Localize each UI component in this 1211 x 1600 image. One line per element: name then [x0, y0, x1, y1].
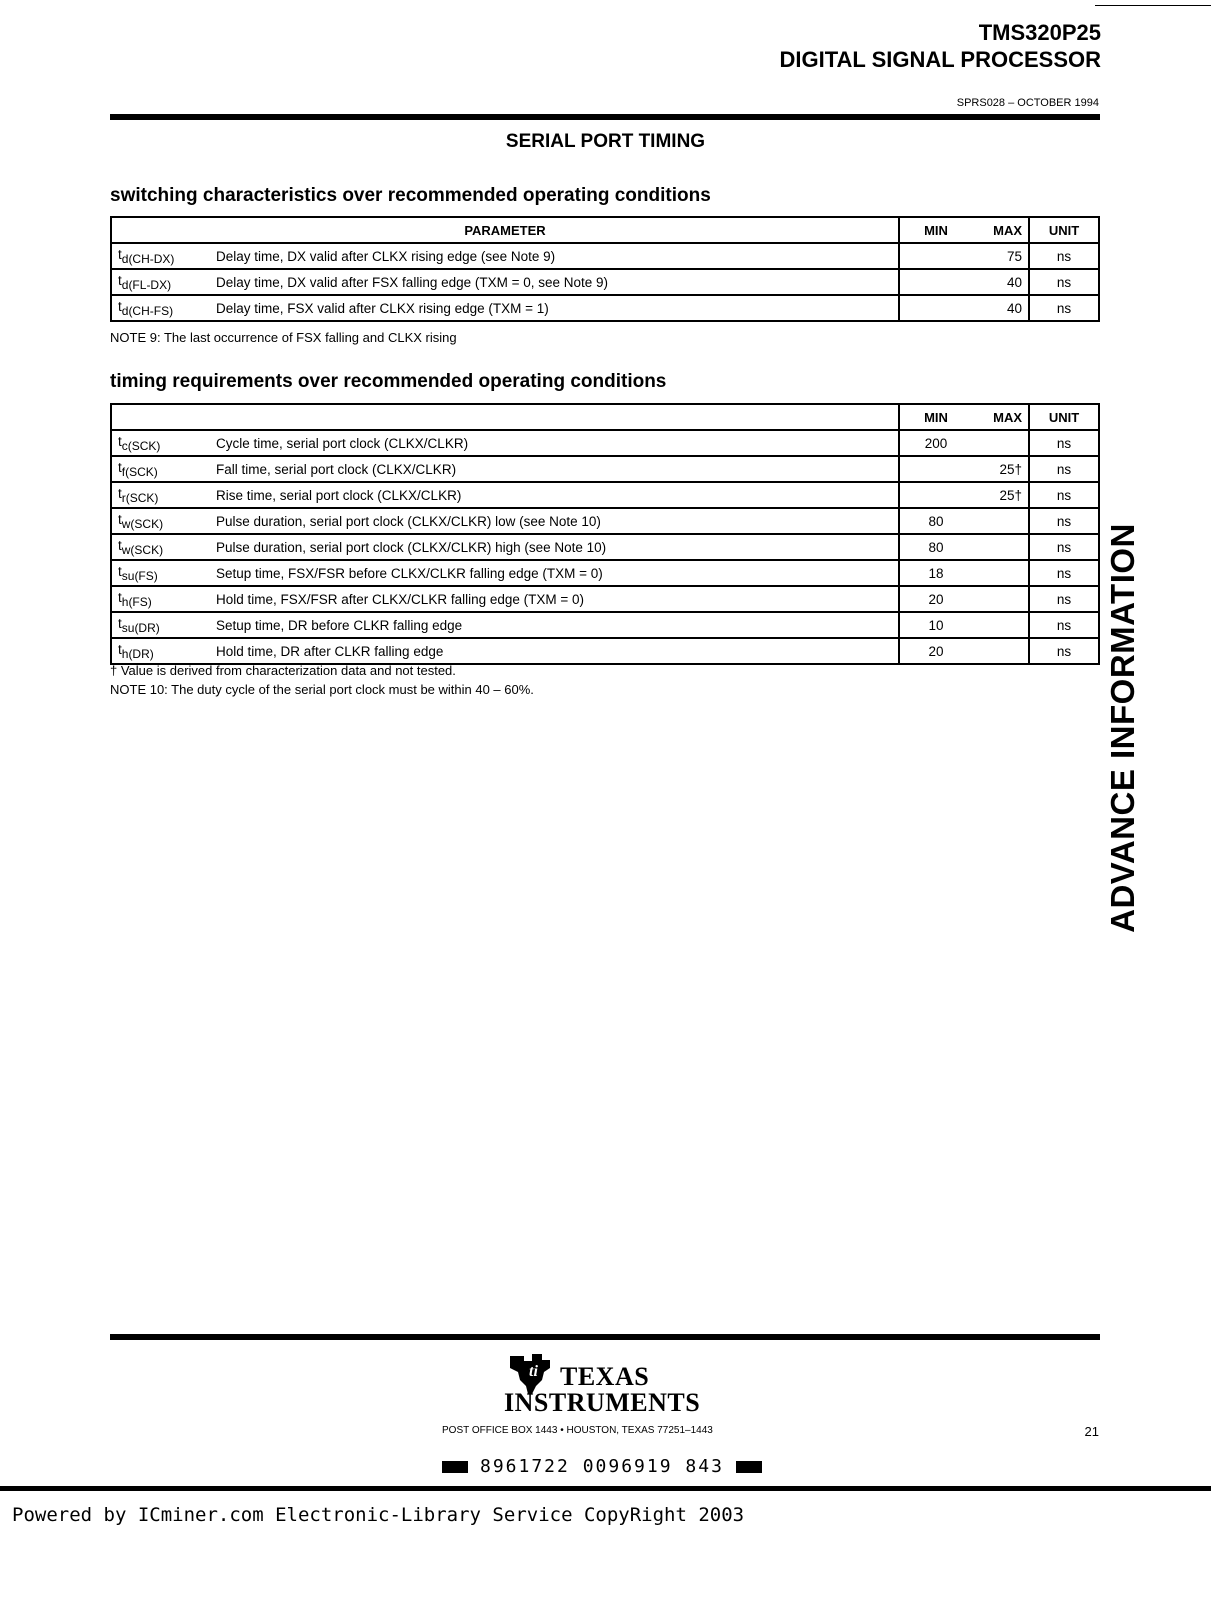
description-cell: Pulse duration, serial port clock (CLKX/CLKR) high (see Note 10) [210, 534, 899, 560]
max-cell: 75 [972, 243, 1029, 269]
max-cell [972, 560, 1029, 586]
footer-rule [110, 1334, 1100, 1340]
symbol-cell [111, 295, 210, 321]
symbol-subscript: r(SCK) [121, 490, 159, 505]
symbol-cell [111, 534, 210, 560]
symbol: t [118, 459, 122, 475]
page-number: 21 [1084, 1424, 1099, 1439]
min-cell [899, 482, 972, 508]
max-cell [972, 586, 1029, 612]
col-min: MIN [899, 217, 972, 243]
col-parameter: PARAMETER [111, 217, 899, 243]
col-min: MIN [899, 404, 972, 430]
barcode-block-left [442, 1461, 468, 1473]
symbol-subscript: d(CH-DX) [121, 251, 175, 266]
col-blank [111, 404, 899, 430]
symbol-cell [111, 456, 210, 482]
symbol-cell [111, 430, 210, 456]
min-cell: 80 [899, 534, 972, 560]
symbol-cell [111, 508, 210, 534]
table-row [111, 243, 1099, 269]
max-cell [972, 612, 1029, 638]
symbol: t [118, 246, 122, 262]
table-row [111, 612, 1099, 638]
symbol: t [118, 433, 122, 449]
note-9: NOTE 9: The last occurrence of FSX falling and CLKX rising [110, 330, 457, 345]
symbol-subscript: su(FS) [121, 568, 158, 583]
table-row [111, 295, 1099, 321]
symbol-subscript: h(DR) [121, 646, 154, 661]
max-cell [972, 430, 1029, 456]
symbol: t [118, 537, 122, 553]
barcode-text: 8961722 0096919 843 [480, 1456, 724, 1477]
description-cell: Fall time, serial port clock (CLKX/CLKR) [210, 456, 899, 482]
switching-heading: switching characteristics over recommended operating conditions [110, 185, 711, 206]
texas-instruments-logo [500, 1352, 730, 1424]
symbol: t [118, 589, 122, 605]
unit-cell: ns [1029, 482, 1099, 508]
col-unit: UNIT [1029, 217, 1099, 243]
product-title: DIGITAL SIGNAL PROCESSOR [779, 47, 1101, 72]
col-max: MAX [972, 217, 1029, 243]
symbol-subscript: d(FL-DX) [121, 277, 172, 292]
symbol-cell [111, 586, 210, 612]
min-cell: 200 [899, 430, 972, 456]
symbol: t [118, 485, 122, 501]
table-row [111, 482, 1099, 508]
logo-texas: TEXAS [560, 1362, 650, 1391]
min-cell: 80 [899, 508, 972, 534]
symbol-cell [111, 560, 210, 586]
footer-credit: Powered by ICminer.com Electronic-Library Service CopyRight 2003 [12, 1504, 745, 1526]
symbol-cell [111, 243, 210, 269]
description-cell: Setup time, DR before CLKR falling edge [210, 612, 899, 638]
symbol-subscript: w(SCK) [121, 516, 164, 531]
symbol-cell [111, 269, 210, 295]
unit-cell: ns [1029, 508, 1099, 534]
max-cell [972, 534, 1029, 560]
min-cell [899, 243, 972, 269]
description-cell: Delay time, FSX valid after CLKX rising edge (TXM = 1) [210, 295, 899, 321]
description-cell: Hold time, DR after CLKR falling edge [210, 638, 899, 664]
description-cell: Delay time, DX valid after CLKX rising edge (see Note 9) [210, 243, 899, 269]
symbol: t [118, 615, 122, 631]
min-cell [899, 269, 972, 295]
address: POST OFFICE BOX 1443 • HOUSTON, TEXAS 77251–1443 [442, 1425, 713, 1436]
max-cell: 40 [972, 269, 1029, 295]
section-title: SERIAL PORT TIMING [505, 131, 706, 152]
timing-heading: timing requirements over recommended operating conditions [110, 371, 667, 392]
symbol-subscript: c(SCK) [121, 438, 161, 453]
min-cell: 18 [899, 560, 972, 586]
barcode [430, 1456, 774, 1477]
max-cell [972, 638, 1029, 664]
description-cell: Setup time, FSX/FSR before CLKX/CLKR falling edge (TXM = 0) [210, 560, 899, 586]
table-row [111, 508, 1099, 534]
description-cell: Delay time, DX valid after FSX falling edge (TXM = 0, see Note 9) [210, 269, 899, 295]
max-cell: 25† [972, 456, 1029, 482]
unit-cell: ns [1029, 586, 1099, 612]
footnote-dagger: † Value is derived from characterization data and not tested. [110, 663, 456, 678]
symbol-subscript: su(DR) [121, 620, 160, 635]
unit-cell: ns [1029, 243, 1099, 269]
symbol: t [118, 641, 122, 657]
unit-cell: ns [1029, 534, 1099, 560]
document-id: SPRS028 – OCTOBER 1994 [956, 97, 1099, 109]
side-label-text: ADVANCE INFORMATION [1104, 523, 1141, 933]
description-cell: Cycle time, serial port clock (CLKX/CLKR) [210, 430, 899, 456]
description-cell: Pulse duration, serial port clock (CLKX/CLKR) low (see Note 10) [210, 508, 899, 534]
symbol: t [118, 563, 122, 579]
min-cell: 20 [899, 638, 972, 664]
symbol: t [118, 511, 122, 527]
logo-instruments: INSTRUMENTS [504, 1388, 701, 1417]
note-10: NOTE 10: The duty cycle of the serial port clock must be within 40 – 60%. [110, 682, 534, 697]
table-row [111, 456, 1099, 482]
unit-cell: ns [1029, 612, 1099, 638]
max-cell: 40 [972, 295, 1029, 321]
symbol-cell [111, 612, 210, 638]
min-cell: 20 [899, 586, 972, 612]
symbol-subscript: h(FS) [121, 594, 152, 609]
min-cell: 10 [899, 612, 972, 638]
part-number: TMS320P25 [978, 20, 1101, 45]
table-row [111, 560, 1099, 586]
unit-cell: ns [1029, 456, 1099, 482]
table-row [111, 586, 1099, 612]
table-row [111, 269, 1099, 295]
min-cell [899, 295, 972, 321]
symbol-subscript: d(CH-FS) [121, 303, 174, 318]
table-row [111, 534, 1099, 560]
symbol: t [118, 298, 122, 314]
col-unit: UNIT [1029, 404, 1099, 430]
description-cell: Rise time, serial port clock (CLKX/CLKR) [210, 482, 899, 508]
symbol-cell [111, 482, 210, 508]
min-cell [899, 456, 972, 482]
svg-text:ti: ti [529, 1363, 538, 1380]
table-row [111, 430, 1099, 456]
barcode-block-right [736, 1461, 762, 1473]
timing-table [110, 403, 1100, 665]
top-right-hairline [1095, 5, 1211, 6]
symbol-subscript: w(SCK) [121, 542, 164, 557]
symbol-cell [111, 638, 210, 664]
unit-cell: ns [1029, 269, 1099, 295]
header-rule [110, 114, 1100, 120]
table-row [111, 638, 1099, 664]
unit-cell: ns [1029, 638, 1099, 664]
symbol-subscript: f(SCK) [121, 464, 158, 479]
max-cell: 25† [972, 482, 1029, 508]
unit-cell: ns [1029, 560, 1099, 586]
symbol: t [118, 272, 122, 288]
page-bottom-rule [0, 1486, 1211, 1491]
switching-table [110, 216, 1100, 322]
max-cell [972, 508, 1029, 534]
advance-information-label [1098, 520, 1148, 936]
description-cell: Hold time, FSX/FSR after CLKX/CLKR falling edge (TXM = 0) [210, 586, 899, 612]
unit-cell: ns [1029, 430, 1099, 456]
col-max: MAX [972, 404, 1029, 430]
unit-cell: ns [1029, 295, 1099, 321]
